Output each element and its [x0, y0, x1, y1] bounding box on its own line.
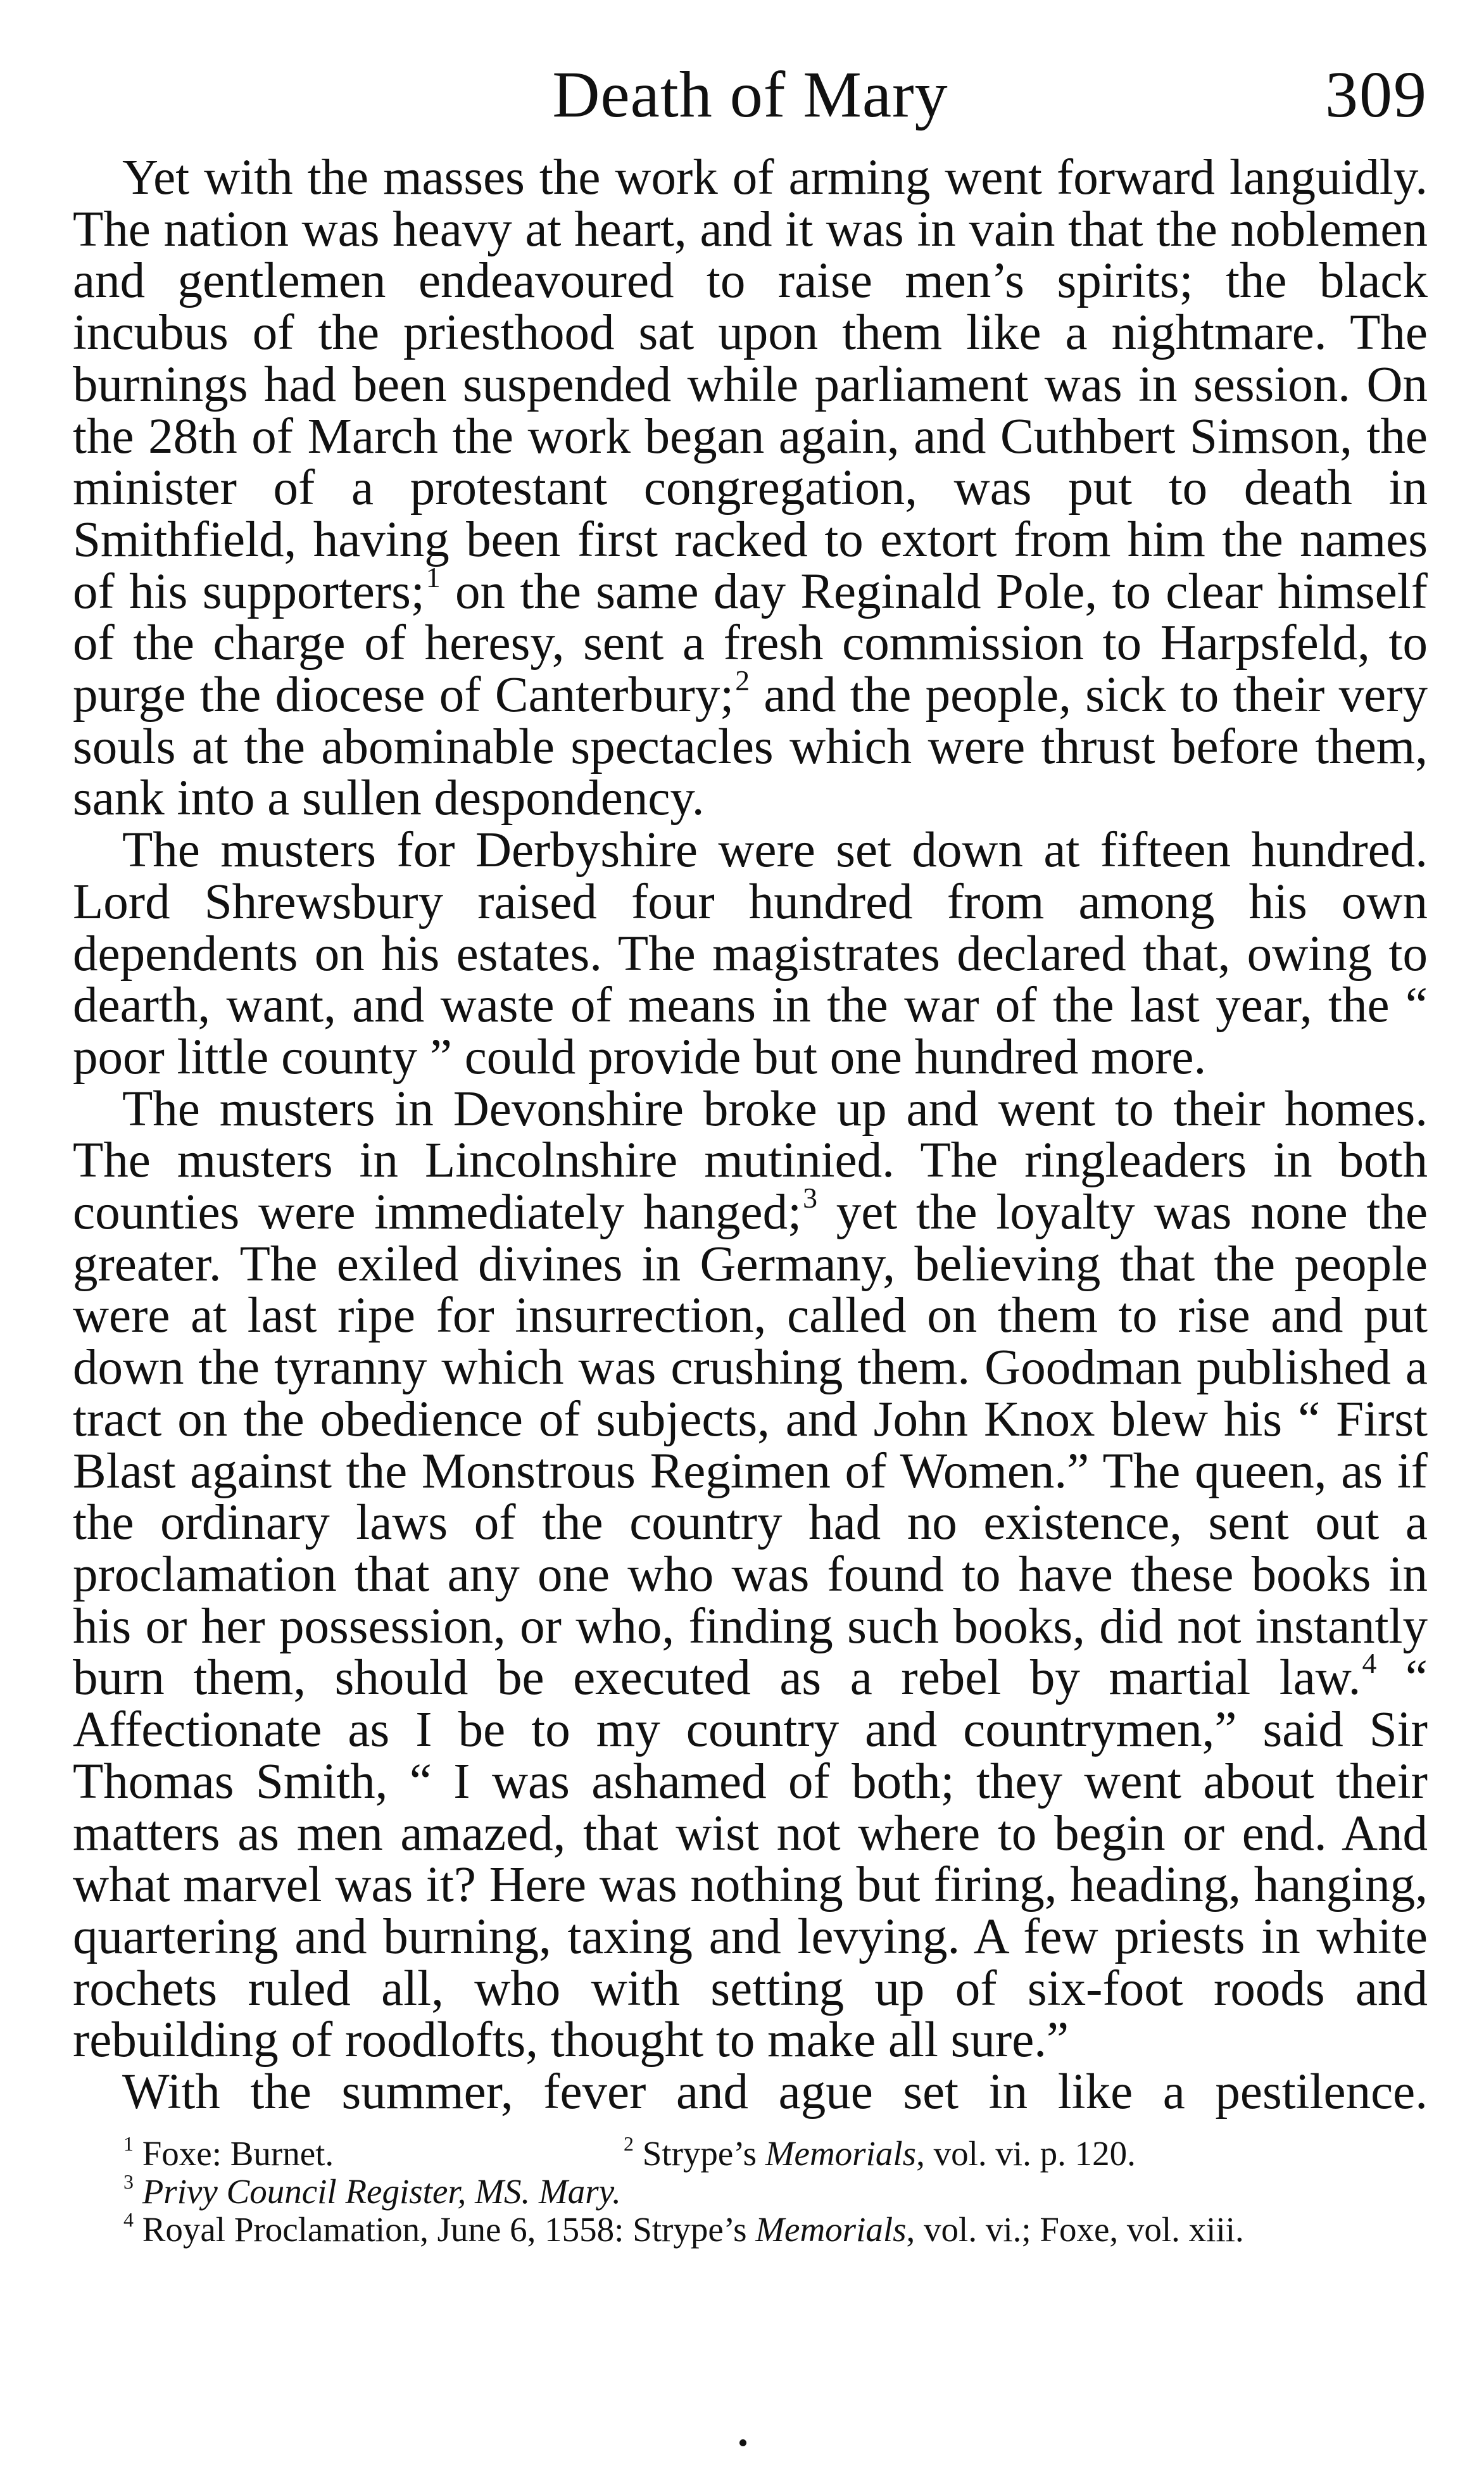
footnote-3	[73, 2170, 1428, 2211]
text-segment: and the people, sick to their very souls at the abominable spectacles which were thrust before them, sank into a sullen despondency.	[73, 667, 1428, 826]
chapter-title: Death of Mary	[552, 58, 948, 131]
footnote-number: 1	[123, 2132, 134, 2155]
footnote-title: Memorials	[755, 2209, 907, 2249]
footnote-number: 2	[624, 2132, 634, 2155]
ink-dot	[739, 2439, 746, 2446]
footnote-row	[73, 2132, 1428, 2173]
footnote-number: 4	[123, 2208, 134, 2231]
running-header	[73, 57, 1428, 152]
footnote-marker: 1	[425, 560, 441, 593]
footnotes	[73, 2132, 1428, 2249]
footnote-marker: 4	[1362, 1647, 1377, 1680]
text-segment: Yet with the masses the work of arming went forward languidly. The nation was heavy at heart, and it was in vain that the noblemen and gentlemen endeavoured to raise men’s spirits; the black incubus of the priesthood sat upon them like a nightmare. The burnings had been suspended while parliament was in session. On the 28th of March the work began again, and Cuthbert Simson, the minister of a protestant congregation, was put to death in Smithfield, having been first racked to extort from him the names of his supporters;	[73, 150, 1428, 619]
footnote-marker: 3	[803, 1182, 817, 1215]
footnote-title: Memorials	[765, 2133, 917, 2173]
paragraph: With the summer, fever and ague set in like a pestilence.	[122, 2064, 1428, 2120]
footnote-text: Foxe: Burnet.	[133, 2133, 334, 2173]
footnote-text: , vol. vi.; Foxe, vol. xiii.	[906, 2209, 1244, 2249]
text-segment: yet the loyalty was none the greater. The exiled divines in Germany, believing that the people were at last ripe for insurrection, called on them to rise and put down the tyranny which was crushing them. Goodman published a tract on the obedience of subjects, and John Knox blew his “ First Blast against the Monstrous Regimen of Women.” The queen, as if the ordinary laws of the country had no existence, sent out a proclamation that any one who was found to have these books in his or her possession, or who, finding such books, did not instantly burn them, should be executed as a rebel by martial law.	[73, 1185, 1428, 1706]
footnote-text: Royal Proclamation, June 6, 1558: Strype’s	[133, 2209, 756, 2249]
paragraph	[73, 1081, 1428, 2068]
footnote-text: Strype’s	[633, 2133, 765, 2173]
text-segment: “ Affectionate as I be to my country and countrymen,” said Sir Thomas Smith, “ I was ashamed of both; they went about their matters as men amazed, that wist not where to begin or end. And what marvel was it? Here was nothing but firing, heading, hanging, quartering and burning, taxing and levying. A few priests in white rochets ruled all, who with setting up of six-foot roods and rebuilding of roodlofts, thought to make all sure.”	[73, 1650, 1428, 2068]
footnote-text: , vol. vi. p. 120.	[916, 2133, 1136, 2173]
footnote-number: 3	[123, 2170, 134, 2193]
paragraph	[73, 152, 1428, 825]
book-page	[73, 57, 1428, 2249]
footnote-title: Privy Council Register, MS. Mary.	[133, 2171, 621, 2211]
footnote-4	[73, 2208, 1428, 2249]
main-text	[73, 152, 1428, 2118]
paragraph: The musters for Derbyshire were set down at fifteen hundred. Lord Shrewsbury raised four hundred from among his own dependents on his estates. The magistrates declared that, owing to dearth, want, and waste of means in the war of the last year, the “ poor little county ” could provide but one hundred more.	[73, 823, 1428, 1085]
footnote-1	[122, 2132, 622, 2173]
page-number: 309	[1325, 58, 1428, 131]
text-segment: The musters in Devonshire broke up and went to their homes. The musters in Lincolnshire mutinied. The ringleaders in both counties were immediately hanged;	[73, 1081, 1428, 1241]
footnote-marker: 2	[735, 664, 750, 697]
text-segment: on the same day Reginald Pole, to clear himself of the charge of heresy, sent a fresh commission to Harpsfeld, to purge the diocese of Canterbury;	[73, 564, 1428, 723]
footnote-2	[622, 2132, 1136, 2173]
